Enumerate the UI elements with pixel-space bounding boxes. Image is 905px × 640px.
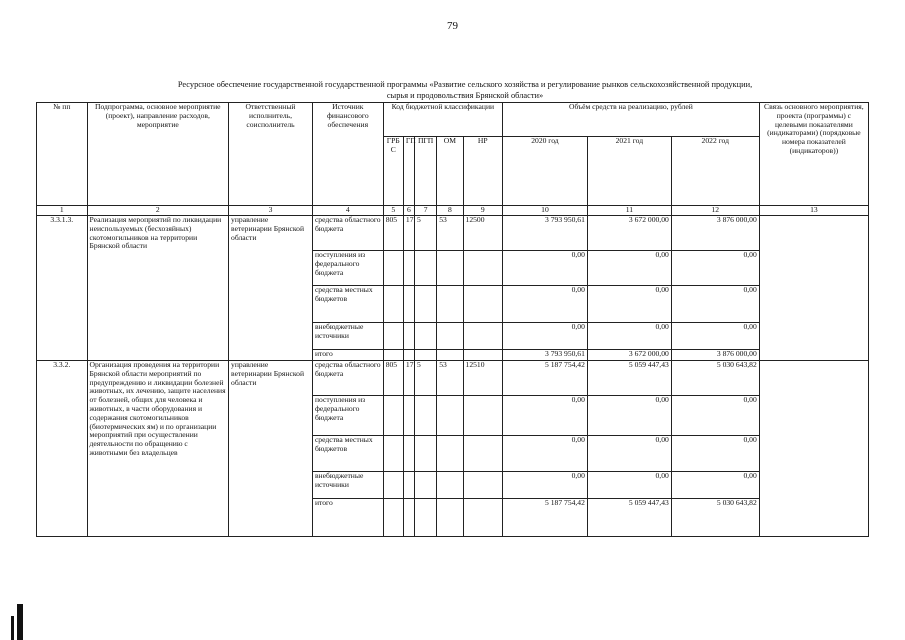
measure-name: Реализация мероприятий по ликвидации неиспользуемых (бесхозяйных) скотомогильников на территории Брянской области bbox=[87, 216, 229, 361]
col-number: 13 bbox=[759, 206, 868, 216]
header-2020: 2020 год bbox=[503, 137, 588, 206]
amount-2021: 5 059 447,43 bbox=[587, 499, 671, 537]
column-number-row bbox=[37, 206, 869, 216]
amount-2021: 0,00 bbox=[587, 323, 671, 350]
code-grbs: 805 bbox=[383, 361, 403, 396]
funding-source: итого bbox=[312, 499, 383, 537]
col-number: 7 bbox=[415, 206, 437, 216]
funding-source: итого bbox=[312, 350, 383, 361]
block-number: 3.3.1.3. bbox=[37, 216, 88, 361]
header-volume: Объём средств на реализацию, рублей bbox=[503, 103, 760, 137]
header-grbs: ГРБ С bbox=[383, 137, 403, 206]
funding-source: средства областного бюджета bbox=[312, 361, 383, 396]
header-om: ОМ bbox=[437, 137, 463, 206]
header-pgp: ПГП bbox=[415, 137, 437, 206]
table-row bbox=[37, 361, 869, 396]
col-number: 8 bbox=[437, 206, 463, 216]
indicator-link bbox=[759, 361, 868, 537]
amount-2020: 0,00 bbox=[503, 286, 588, 323]
indicator-link bbox=[759, 216, 868, 361]
funding-source: поступления из федерального бюджета bbox=[312, 396, 383, 436]
amount-2021: 0,00 bbox=[587, 436, 671, 472]
amount-2022: 5 030 643,82 bbox=[671, 361, 759, 396]
amount-2020: 0,00 bbox=[503, 472, 588, 499]
funding-source: средства местных бюджетов bbox=[312, 286, 383, 323]
header-executor: Ответственный исполнитель, соисполнитель bbox=[229, 103, 313, 206]
amount-2020: 5 187 754,42 bbox=[503, 499, 588, 537]
document-title bbox=[120, 79, 810, 101]
amount-2022: 0,00 bbox=[671, 436, 759, 472]
amount-2020: 0,00 bbox=[503, 251, 588, 286]
amount-2022: 0,00 bbox=[671, 323, 759, 350]
amount-2020: 5 187 754,42 bbox=[503, 361, 588, 396]
amount-2021: 0,00 bbox=[587, 472, 671, 499]
amount-2022: 0,00 bbox=[671, 251, 759, 286]
amount-2020: 3 793 950,61 bbox=[503, 350, 588, 361]
measure-name: Организация проведения на территории Брянской области мероприятий по предупреждению и ликвидации болезней животных, их лечению, защите населения от болезней, общих для человека и животных, в части оборудования и содержания скотомогильников (биотермических ям) и по организации мероприятий при осуществлении деятельности по обращению с животными без владельцев bbox=[87, 361, 229, 537]
amount-2021: 0,00 bbox=[587, 286, 671, 323]
funding-source: средства местных бюджетов bbox=[312, 436, 383, 472]
col-number: 10 bbox=[503, 206, 588, 216]
measure-executor: управление ветеринарии Брянской области bbox=[229, 216, 313, 361]
code-gp: 17 bbox=[403, 216, 414, 251]
amount-2022: 0,00 bbox=[671, 472, 759, 499]
title-line-2: сырья и продовольствия Брянской области» bbox=[386, 91, 544, 100]
col-number: 9 bbox=[463, 206, 502, 216]
table-row bbox=[37, 216, 869, 251]
resource-table bbox=[36, 102, 869, 537]
amount-2022: 0,00 bbox=[671, 286, 759, 323]
header-budget-code: Код бюджетной классификации bbox=[383, 103, 502, 137]
amount-2022: 3 876 000,00 bbox=[671, 216, 759, 251]
code-np: 12500 bbox=[463, 216, 502, 251]
header-link: Связь основного мероприятия, проекта (программы) с целевыми показателями (индикаторами) (порядковые номера показателей (индикаторов)) bbox=[759, 103, 868, 206]
amount-2021: 3 672 000,00 bbox=[587, 350, 671, 361]
code-np: 12510 bbox=[463, 361, 502, 396]
funding-source: внебюджетные источники bbox=[312, 472, 383, 499]
amount-2022: 0,00 bbox=[671, 396, 759, 436]
amount-2022: 3 876 000,00 bbox=[671, 350, 759, 361]
header-row-1 bbox=[37, 103, 869, 137]
col-number: 4 bbox=[312, 206, 383, 216]
header-source: Источник финансового обеспечения bbox=[312, 103, 383, 206]
col-number: 6 bbox=[403, 206, 414, 216]
header-2022: 2022 год bbox=[671, 137, 759, 206]
header-subprogram: Подпрограмма, основное мероприятие (проект), направление расходов, мероприятие bbox=[87, 103, 229, 206]
amount-2022: 5 030 643,82 bbox=[671, 499, 759, 537]
amount-2020: 3 793 950,61 bbox=[503, 216, 588, 251]
funding-source: внебюджетные источники bbox=[312, 323, 383, 350]
code-om: 53 bbox=[437, 216, 463, 251]
amount-2020: 0,00 bbox=[503, 396, 588, 436]
measure-executor: управление ветеринарии Брянской области bbox=[229, 361, 313, 537]
block-number: 3.3.2. bbox=[37, 361, 88, 537]
header-gp: ГП bbox=[403, 137, 414, 206]
code-pgp: 5 bbox=[415, 216, 437, 251]
header-2021: 2021 год bbox=[587, 137, 671, 206]
funding-source: поступления из федерального бюджета bbox=[312, 251, 383, 286]
code-pgp: 5 bbox=[415, 361, 437, 396]
col-number: 12 bbox=[671, 206, 759, 216]
funding-source: средства областного бюджета bbox=[312, 216, 383, 251]
header-np: НР bbox=[463, 137, 502, 206]
scan-edge-mark bbox=[17, 604, 23, 640]
code-om: 53 bbox=[437, 361, 463, 396]
col-number: 3 bbox=[229, 206, 313, 216]
header-num: № пп bbox=[37, 103, 88, 206]
scan-edge-mark bbox=[11, 616, 14, 640]
amount-2020: 0,00 bbox=[503, 323, 588, 350]
amount-2021: 5 059 447,43 bbox=[587, 361, 671, 396]
col-number: 2 bbox=[87, 206, 229, 216]
col-number: 11 bbox=[587, 206, 671, 216]
amount-2021: 3 672 000,00 bbox=[587, 216, 671, 251]
code-gp: 17 bbox=[403, 361, 414, 396]
code-grbs: 805 bbox=[383, 216, 403, 251]
amount-2021: 0,00 bbox=[587, 396, 671, 436]
col-number: 1 bbox=[37, 206, 88, 216]
title-line-1: Ресурсное обеспечение государственной государственной программы «Развитие сельского хозяйства и регулирование рынков сельскохозяйственной продукции, bbox=[177, 80, 753, 89]
amount-2021: 0,00 bbox=[587, 251, 671, 286]
col-number: 5 bbox=[383, 206, 403, 216]
page-number: 79 bbox=[447, 20, 458, 32]
amount-2020: 0,00 bbox=[503, 436, 588, 472]
